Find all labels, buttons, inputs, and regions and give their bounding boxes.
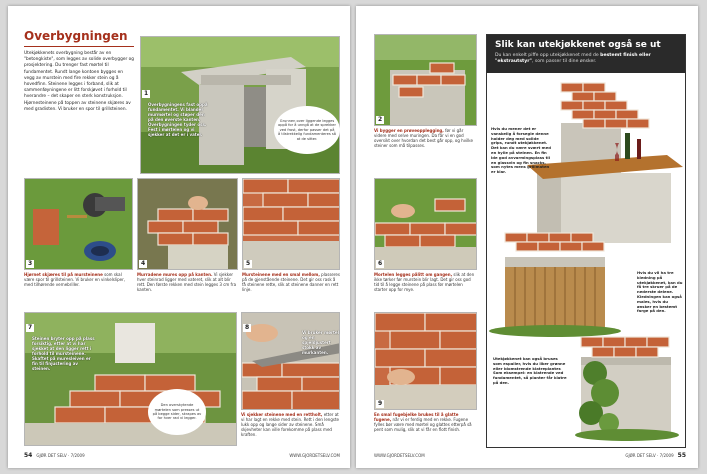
- photo-6-caption-text: slik at den ikke tørker før murstein blir lagt. Det gir oss god tid til å legge steinene på plass før mørtelen starter opp for mye.: [374, 272, 475, 292]
- tips-box-title: Slik kan utekjøkkenet også se ut: [495, 40, 661, 50]
- intro-text: Utekjøkkenets overbygning består av en "betongkiste", som legges av solide overbygger og prosjektering. Du trenger fast mørtel til fundamentet. Rundt lange kontoen bygges en vegg av murstein med fire rekker stein og å hovedfinn. Steinene legges i forband, slik at sammenføyningene er litt forskjøvet i forhold til hverandre – det skaper en sterk konstruksjon. Hjørnesteinene på toppen av steinene skjæres av med gradisten. Vi bruker en spor til grillsteinen.: [24, 51, 135, 112]
- photo-2-caption-text: før vi går videre med selve muringen. Da får vi en god oversikt over hvordan det best går opp, og hvilke steiner som må tilpasses.: [374, 128, 473, 148]
- photo-1-number: 1: [144, 90, 149, 97]
- photo-8-callout: Vi bruker mørtel og en spjeldjustert stokk av murkanten.: [302, 330, 339, 355]
- photo-2: [374, 34, 477, 126]
- photo-7: [24, 312, 237, 446]
- tips-box-subtitle: [495, 53, 677, 65]
- photo-9-caption: [374, 412, 477, 432]
- photo-9-caption-text: når vi er ferdig med en rekke. Fugene fylles bør være med mørtel og glattes etterpå så pent som mulig, slik at vi får en flott finish.: [374, 417, 472, 432]
- photo-7-bubble: Den overskytende mørtelen som presses ut på begge sider, skrapes av for hver rad vi legger.: [148, 389, 206, 435]
- left-folio-url: WWW.GJORDETSELV.COM: [289, 453, 340, 458]
- photo-4-caption-lead: Murradene mures opp på kanten.: [137, 272, 213, 277]
- photo-6: [374, 178, 477, 270]
- photo-5-caption: [242, 272, 340, 292]
- photo-5: [242, 178, 340, 270]
- right-folio-url: WWW.GJORDETSELV.COM: [374, 453, 425, 458]
- photo-8-number: 8: [245, 324, 250, 331]
- photo-5-caption-lead: Mursteinene med en smal mellom,: [242, 272, 320, 277]
- photo-5-number: 5: [246, 260, 251, 267]
- photo-7-callout: Steinen bryter opp på plass forsiktig, etter at vi har sjekket at den ligger rett i forhold til mursteinene. Skaftet på muresleiven er fin til finjustering av steinen.: [32, 336, 95, 371]
- photo-8: [241, 312, 340, 410]
- tips-box-subtitle-emph: bestemt finish eller "ekstrautstyr": [495, 53, 651, 64]
- photo-1-bubble: Grunnen over liggende legges oppå for å unngå at de sprekker ved frost, derfor passer det på å tilstrekkelig fundamenteres så at de sitter.: [274, 106, 340, 154]
- photo-9-caption-lead: En smal fugebjelke brukes til å glatte fugene,: [374, 412, 459, 422]
- photo-8-caption-text: etter at vi har lagt en rekke med stein. Rett i den lengste lukk opp og lange sider av steinene. Små skjevheter kan ville forekomme på plass med kraften.: [241, 412, 339, 437]
- photo-1-callout: Overbygningens fast oppå fundamentet. Vi blander murmørtel og støper den på den øverste kanten. Overbygningen tyder oss. Fest i mørtelen og vi sjekker at det er i vater.: [148, 102, 208, 137]
- title-rule: [24, 46, 134, 47]
- photo-6-number: 6: [378, 260, 383, 267]
- photo-6-caption-lead: Mortelen legges pålitt om gangen,: [374, 272, 453, 277]
- tips-note-3: Utekjøkkenet kan også bruses som espalier, hvis du liker grønne eller blomstrende klatreplanter. Som eksempel: en klatrende ved fundamentet, så planter får klatre på den.: [493, 356, 567, 385]
- left-folio-text: GJØR DET SELV · 7/2009: [36, 453, 85, 458]
- right-page: [356, 6, 698, 468]
- tips-box-header: [487, 35, 685, 73]
- photo-7-number: 7: [28, 324, 33, 331]
- tips-box: [486, 34, 686, 448]
- left-page: [8, 6, 350, 468]
- photo-9-number: 9: [378, 400, 383, 407]
- photo-2-caption-lead: Vi bygger en prøveopplegging,: [374, 128, 444, 133]
- photo-4-caption: [137, 272, 238, 292]
- tips-box-subtitle-start: Du kan enkelt piffe opp utekjøkkenet med de: [495, 53, 601, 58]
- photo-4-caption-text: Vi sjekker hver steinrad ligger med vateret, slik at alt blir rett. Den første rekken med stein legges 3 cm fra kanten.: [137, 272, 237, 292]
- right-folio: [374, 452, 686, 459]
- photo-2-caption: [374, 128, 477, 148]
- tips-box-subtitle-end: , som passer til dine ønsker.: [531, 59, 597, 64]
- right-folio-text: GJØR DET SELV · 7/2009: [625, 453, 674, 458]
- photo-4: [137, 178, 238, 270]
- photo-3-caption: [24, 272, 133, 287]
- right-page-number: 55: [677, 452, 686, 459]
- photo-3: [24, 178, 133, 270]
- photo-3-caption-text: som skal være spor til grillsteinen. Vi bruker en vinkelsliper, med tilhørende vernebriller.: [24, 272, 125, 287]
- left-page-number: 54: [24, 452, 33, 459]
- photo-6-caption: [374, 272, 477, 292]
- tips-note-1: Hvis du mener det er vanskelig å forsegle denne holder deg med solide grips, rundt utekjøkkenet. Det kan du være svært med en hylle på steinen. En fin ide god avvarmingsplass til en glassvin og fin snacks, som nytes mens grillmaten er klar.: [491, 126, 551, 175]
- photo-3-number: 3: [28, 260, 33, 267]
- section-title: Overbygningen: [24, 29, 128, 43]
- photo-9: [374, 312, 477, 410]
- photo-4-number: 4: [141, 260, 146, 267]
- left-folio: [24, 452, 340, 459]
- photo-8-caption: [241, 412, 340, 437]
- photo-8-caption-lead: Vi sjekker steinene med en rettholt,: [241, 412, 323, 417]
- photo-5-caption-text: plasseres på de gjenstående steinene. Det gir oss rask å få steinene rette, slik at steinene danner en rett linje.: [242, 272, 340, 292]
- photo-2-number: 2: [378, 116, 383, 123]
- tips-note-2: Hvis du vil ha tre kledning på utekjøkkenet, kan du få tre skruer på de nederste delene. Kledningen kan også males, hvis du ønsker en bestemt farge på den.: [637, 270, 683, 314]
- photo-3-caption-lead: Hjørnet skjæres til på mursteinene: [24, 272, 103, 277]
